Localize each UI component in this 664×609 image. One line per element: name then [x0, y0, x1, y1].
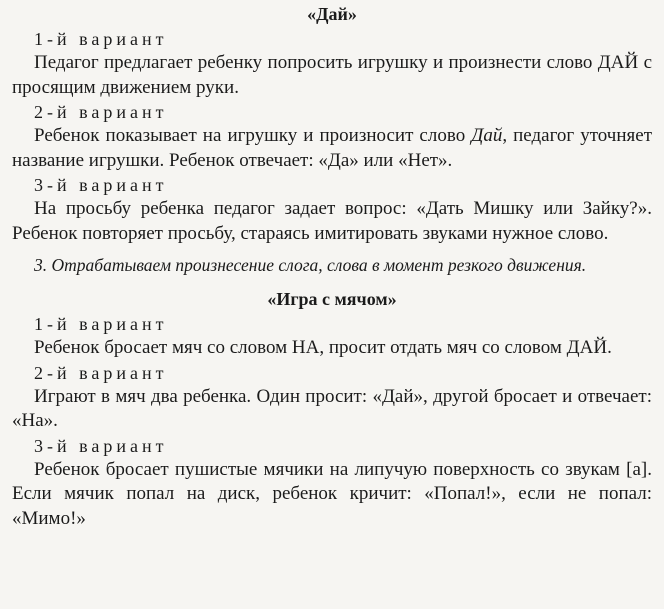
variant-text-italic: Дай	[471, 125, 503, 146]
section-title-dai: «Дай»	[307, 4, 357, 24]
variant-text-part: Ребенок показывает на игрушку и произносит слово	[34, 125, 472, 146]
variant-text-part: , педагог уточняет название игрушки. Ребенок отвечает: «Да» или «Нет».	[12, 125, 652, 171]
variant-label: 3-й вариант	[34, 435, 168, 456]
variant-label: 1-й вариант	[34, 29, 168, 49]
variant-text: Педагог предлагает ребенку попросить игрушку и произнести слово ДАЙ с просящим движением руки.	[12, 52, 652, 98]
section-title-ball-game: «Игра с мячом»	[267, 289, 397, 309]
variant-label: 2-й вариант	[34, 102, 168, 122]
variant-text	[12, 124, 652, 173]
variant-text: Ребенок бросает пушистые мячики на липучую поверхность со звукам [а]. Если мячик попал на диск, ребенок кричит: «Попал!», если не попал: «Мимо!»	[12, 458, 652, 529]
variant-text: Ребенок бросает мяч со словом НА, просит отдать мяч со словом ДАЙ.	[34, 337, 612, 358]
document-page	[12, 2, 652, 531]
variant-label: 3-й вариант	[34, 175, 168, 195]
variant-text: Играют в мяч два ребенка. Один просит: «Дай», другой бросает и отвечает: «На».	[12, 385, 652, 431]
variant-label: 2-й вариант	[34, 362, 168, 383]
variant-text: На просьбу ребенка педагог задает вопрос: «Дать Мишку или Зайку?». Ребенок повторяет просьбу, стараясь имитировать звуками нужное слово.	[12, 198, 652, 244]
variant-label: 1-й вариант	[34, 314, 168, 334]
task-heading: 3. Отрабатываем произнесение слога, слова в момент резкого движения.	[34, 255, 587, 275]
